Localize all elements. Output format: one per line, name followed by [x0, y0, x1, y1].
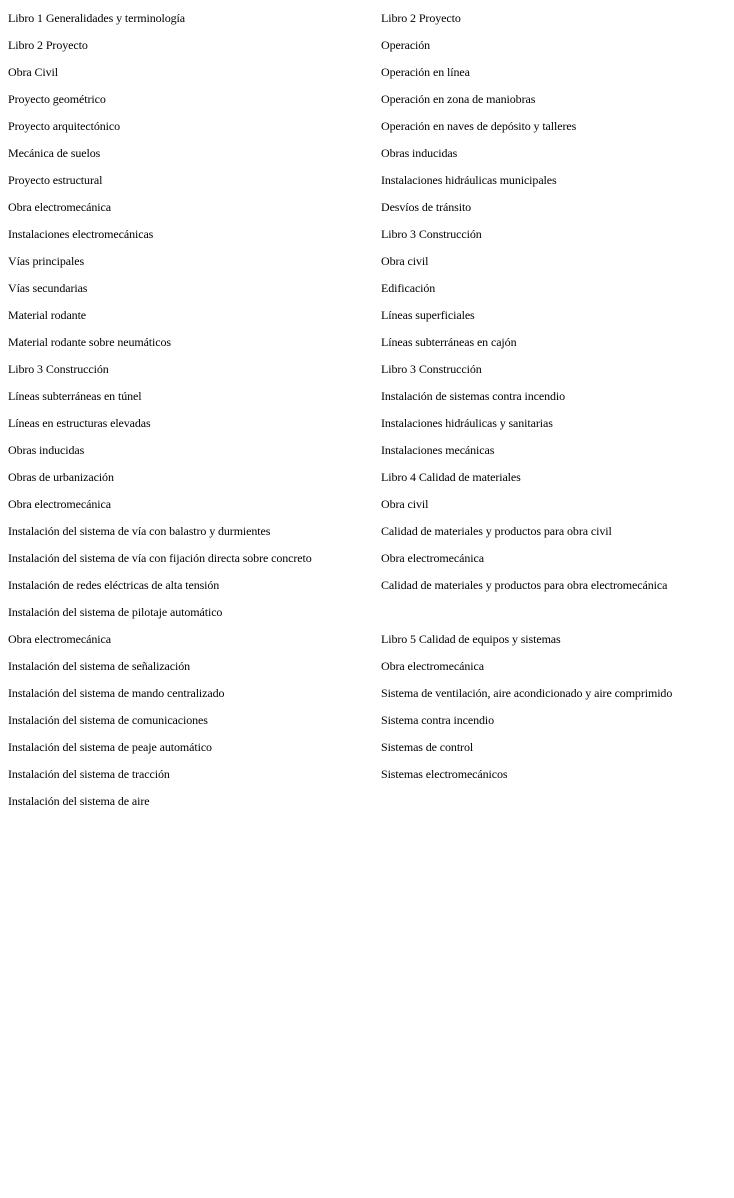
left-column-item: Instalaciones electromecánicas	[8, 227, 154, 241]
left-column-item: Vías secundarias	[8, 281, 88, 295]
right-column-item: Obra electromecánica	[381, 659, 484, 673]
right-column-item	[381, 599, 733, 626]
left-column-item: Proyecto arquitectónico	[8, 119, 120, 133]
right-column-item: Obra electromecánica	[381, 551, 484, 565]
left-column-item: Obra electromecánica	[8, 200, 111, 214]
left-column-item: Instalación del sistema de pilotaje automático	[8, 605, 223, 619]
left-column-item: Instalación del sistema de peaje automático	[8, 740, 212, 754]
right-column-item: Obra civil	[381, 497, 429, 511]
left-column-item: Obra electromecánica	[8, 497, 111, 511]
right-column-item: Libro 3 Construcción	[381, 227, 482, 241]
left-column-item: Libro 3 Construcción	[8, 362, 109, 376]
left-column-item: Instalación del sistema de comunicaciones	[8, 713, 208, 727]
left-column-item: Proyecto geométrico	[8, 92, 106, 106]
right-column-item: Libro 3 Construcción	[381, 362, 482, 376]
right-column-item: Desvíos de tránsito	[381, 200, 472, 214]
left-column-item: Libro 1 Generalidades y terminología	[8, 11, 186, 25]
left-column-item: Instalación del sistema de aire	[8, 794, 150, 808]
right-column-item: Libro 4 Calidad de materiales	[381, 470, 521, 484]
right-column-item: Calidad de materiales y productos para obra civil	[381, 524, 612, 538]
left-column-item: Líneas en estructuras elevadas	[8, 416, 151, 430]
right-column-item: Líneas superficiales	[381, 308, 475, 322]
left-column-item: Obras inducidas	[8, 443, 85, 457]
right-column-item: Libro 5 Calidad de equipos y sistemas	[381, 632, 561, 646]
right-column-item: Instalaciones hidráulicas municipales	[381, 173, 557, 187]
left-column-item: Instalación de redes eléctricas de alta tensión	[8, 578, 220, 592]
right-column-item: Líneas subterráneas en cajón	[381, 335, 517, 349]
right-column-item: Libro 2 Proyecto	[381, 11, 461, 25]
right-column-item: Obra civil	[381, 254, 429, 268]
left-column-item: Proyecto estructural	[8, 173, 103, 187]
right-column-item: Operación en naves de depósito y talleres	[381, 119, 577, 133]
right-column-item: Calidad de materiales y productos para obra electromecánica	[381, 578, 668, 592]
right-column-item: Sistema de ventilación, aire acondicionado y aire comprimido	[381, 686, 673, 700]
left-column-item: Libro 2 Proyecto	[8, 38, 88, 52]
left-column-item: Mecánica de suelos	[8, 146, 101, 160]
right-column-item: Obras inducidas	[381, 146, 458, 160]
right-column-item: Sistema contra incendio	[381, 713, 495, 727]
right-column-item: Sistemas electromecánicos	[381, 767, 508, 781]
left-column-item: Instalación del sistema de tracción	[8, 767, 170, 781]
right-column-item: Sistemas de control	[381, 740, 474, 754]
left-column-item: Líneas subterráneas en túnel	[8, 389, 142, 403]
right-column-item: Operación	[381, 38, 431, 52]
right-column-item: Instalaciones mecánicas	[381, 443, 495, 457]
left-column-item: Obras de urbanización	[8, 470, 114, 484]
left-column-item: Instalación del sistema de vía con balastro y durmientes	[8, 524, 271, 538]
left-column-item: Instalación del sistema de señalización	[8, 659, 191, 673]
left-column-item: Material rodante sobre neumáticos	[8, 335, 171, 349]
right-column-item: Operación en zona de maniobras	[381, 92, 536, 106]
left-column-item: Obra electromecánica	[8, 632, 111, 646]
right-column-item: Instalaciones hidráulicas y sanitarias	[381, 416, 553, 430]
right-column-item: Edificación	[381, 281, 436, 295]
right-column-item: Instalación de sistemas contra incendio	[381, 389, 566, 403]
left-column-item: Obra Civil	[8, 65, 58, 79]
left-column-item: Instalación del sistema de vía con fijación directa sobre concreto	[8, 551, 312, 565]
left-column-item: Vías principales	[8, 254, 85, 268]
right-column-list	[381, 5, 733, 788]
left-column-list	[8, 5, 378, 815]
left-column-item: Material rodante	[8, 308, 87, 322]
left-column-item: Instalación del sistema de mando centralizado	[8, 686, 225, 700]
right-column-item: Operación en línea	[381, 65, 470, 79]
